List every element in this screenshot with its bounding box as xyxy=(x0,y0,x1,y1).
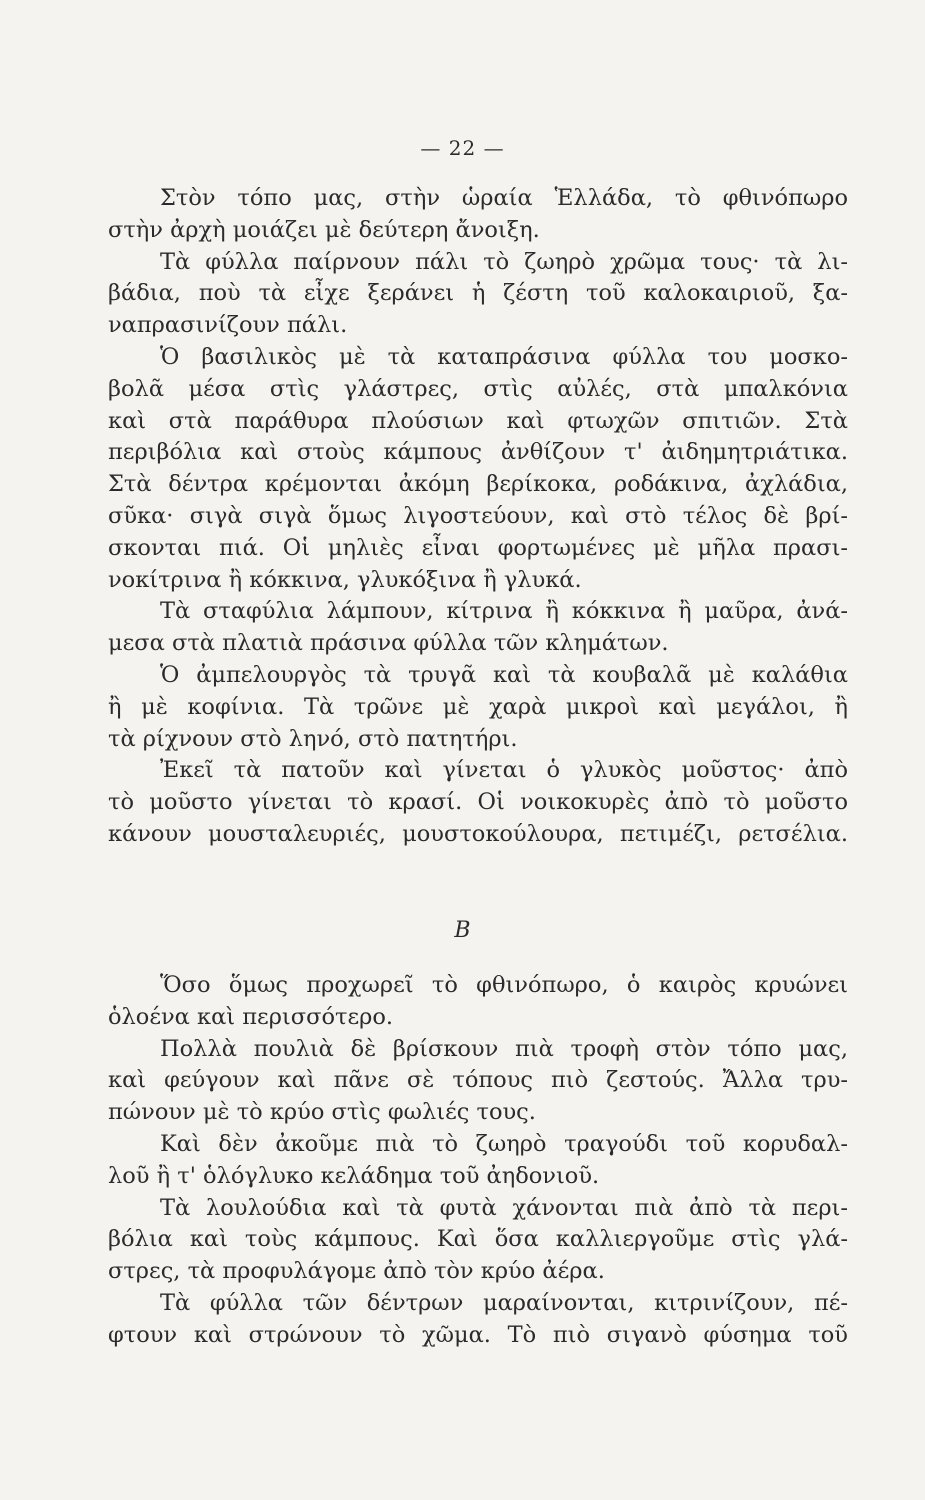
text-line: Στὰ δέντρα κρέμονται ἀκόμη βερίκοκα, ροδάκινα, ἀχλάδια, xyxy=(108,471,848,498)
text-line: καὶ φεύγουν καὶ πᾶνε σὲ τόπους πιὸ ζεστούς. Ἄλλα τρυ- xyxy=(108,1067,848,1094)
text-line: Τὰ λουλούδια καὶ τὰ φυτὰ χάνονται πιὰ ἀπὸ τὰ περι- xyxy=(160,1194,848,1221)
text-line: στὴν ἀρχὴ μοιάζει μὲ δεύτερη ἄνοιξη. xyxy=(108,216,540,243)
text-line: Τὰ φύλλα τῶν δέντρων μαραίνονται, κιτρινίζουν, πέ- xyxy=(160,1289,848,1316)
text-line: Ὅσο ὅμως προχωρεῖ τὸ φθινόπωρο, ὁ καιρὸς κρυώνει xyxy=(160,972,848,998)
text-line: σκονται πιά. Οἱ μηλιὲς εἶναι φορτωμένες μὲ μῆλα πρασι- xyxy=(108,534,848,561)
text-line: τὰ ρίχνουν στὸ ληνό, στὸ πατητήρι. xyxy=(108,725,518,752)
text-block-1 xyxy=(108,183,848,851)
text-line: βολᾶ μέσα στὶς γλάστρες, στὶς αὐλές, στὰ μπαλκόνια xyxy=(108,375,848,402)
text-line: νοκίτρινα ἢ κόκκινα, γλυκόξινα ἢ γλυκά. xyxy=(108,566,582,593)
text-line: βόλια καὶ τοὺς κάμπους. Καὶ ὅσα καλλιεργοῦμε στὶς γλά- xyxy=(108,1226,848,1253)
text-line: κάνουν μουσταλευριές, μουστοκούλουρα, πετιμέζι, ρετσέλια. xyxy=(108,820,848,847)
text-line: Στὸν τόπο μας, στὴν ὡραία Ἑλλάδα, τὸ φθινόπωρο xyxy=(160,185,848,211)
text-line: τὸ μοῦστο γίνεται τὸ κρασί. Οἱ νοικοκυρὲς ἀπὸ τὸ μοῦστο xyxy=(108,789,848,816)
text-line: Τὰ φύλλα παίρνουν πάλι τὸ ζωηρὸ χρῶμα τους· τὰ λι- xyxy=(160,248,848,275)
text-line: Ἐκεῖ τὰ πατοῦν καὶ γίνεται ὁ γλυκὸς μοῦστος· ἀπὸ xyxy=(160,757,848,784)
text-line: ναπρασινίζουν πάλι. xyxy=(108,312,348,339)
text-line: βάδια, ποὺ τὰ εἶχε ξεράνει ἡ ζέστη τοῦ καλοκαιριοῦ, ξα- xyxy=(108,280,848,307)
text-block-2 xyxy=(108,970,848,1352)
text-line: στρες, τὰ προφυλάγομε ἀπὸ τὸν κρύο ἀέρα. xyxy=(108,1258,605,1285)
text-line: καὶ στὰ παράθυρα πλούσιων καὶ φτωχῶν σπιτιῶν. Στὰ xyxy=(108,407,848,434)
page-number: — 22 — xyxy=(420,136,505,160)
text-line: φτουν καὶ στρώνουν τὸ χῶμα. Τὸ πιὸ σιγανὸ φύσημα τοῦ xyxy=(108,1321,848,1348)
text-line: Καὶ δὲν ἀκοῦμε πιὰ τὸ ζωηρὸ τραγούδι τοῦ κορυδαλ- xyxy=(160,1130,848,1157)
text-line: Πολλὰ πουλιὰ δὲ βρίσκουν πιὰ τροφὴ στὸν τόπο μας, xyxy=(160,1035,848,1062)
text-line: λοῦ ἢ τ' ὁλόγλυκο κελάδημα τοῦ ἀηδονιοῦ. xyxy=(108,1162,600,1189)
text-line: ἢ μὲ κοφίνια. Τὰ τρῶνε μὲ χαρὰ μικροὶ καὶ μεγάλοι, ἢ xyxy=(108,693,848,720)
text-line: Τὰ σταφύλια λάμπουν, κίτρινα ἢ κόκκινα ἢ μαῦρα, ἀνά- xyxy=(160,598,848,625)
text-line: ὁλοένα καὶ περισσότερο. xyxy=(108,1003,394,1030)
text-line: περιβόλια καὶ στοὺς κάμπους ἀνθίζουν τ' ἀιδημητριάτικα. xyxy=(108,439,848,466)
text-line: Ὁ βασιλικὸς μὲ τὰ καταπράσινα φύλλα του μοσκο- xyxy=(160,343,848,370)
text-line: μεσα στὰ πλατιὰ πράσινα φύλλα τῶν κλημάτων. xyxy=(108,630,669,657)
text-line: πώνουν μὲ τὸ κρύο στὶς φωλιές τους. xyxy=(108,1099,536,1126)
section-marker: B xyxy=(454,918,471,943)
text-line: σῦκα· σιγὰ σιγὰ ὅμως λιγοστεύουν, καὶ στὸ τέλος δὲ βρί- xyxy=(108,502,848,529)
text-line: Ὁ ἀμπελουργὸς τὰ τρυγᾶ καὶ τὰ κουβαλᾶ μὲ καλάθια xyxy=(160,661,848,688)
